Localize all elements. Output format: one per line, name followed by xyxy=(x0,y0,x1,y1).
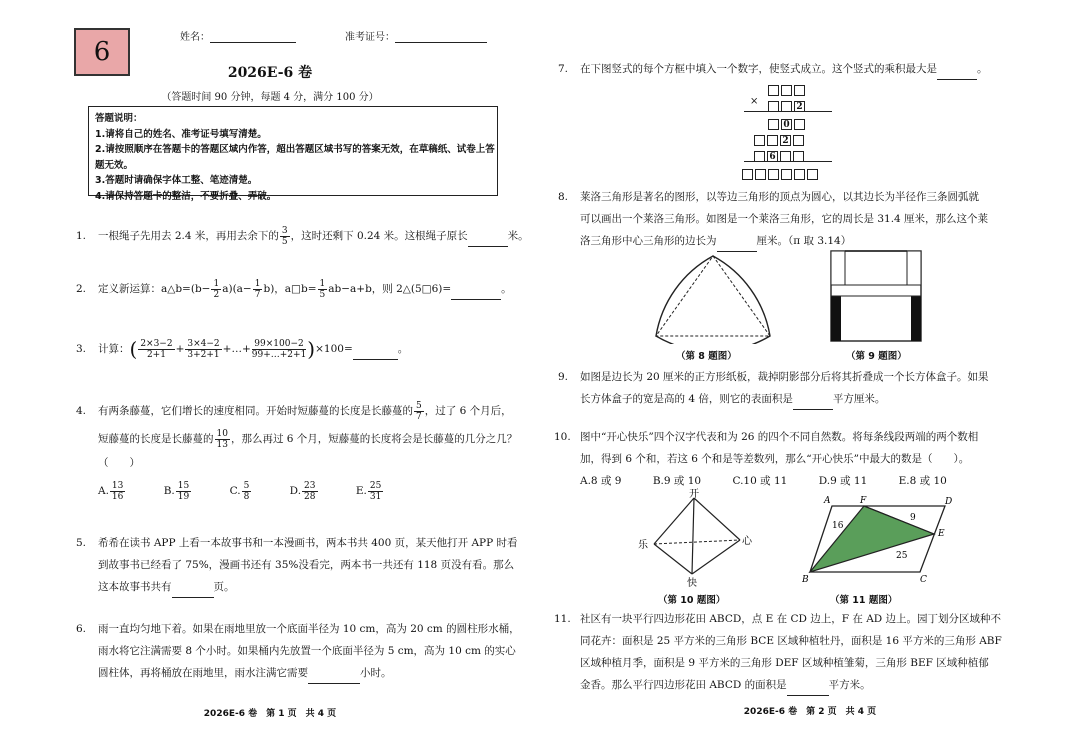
option-a: A.8 或 9 xyxy=(580,475,622,487)
instructions-box xyxy=(88,106,498,202)
question-3: 3. 计算：( $\frac{2\times 3-2}{2+1}$ + $\frac{3\times 4-2}{3+2+1}$ +…+ $\frac{99\times 100-2}{99+\dots+2+1}$ )×100= 。 xyxy=(76,337,409,361)
label-kuai: 快 xyxy=(687,578,697,588)
pyramid-figure xyxy=(632,488,762,588)
question-2: 2. 定义新运算：a△b=(b− $\frac{1}{2}$ a)(a− $\frac{1}{7}$ b)，a□b= $\frac{1}{5}$ ab−a+b，则 2△(5□6)= 。 xyxy=(76,278,512,300)
svg-text:A: A xyxy=(824,496,831,506)
paper-number-badge: 6 xyxy=(74,28,130,76)
question-8: 8. 莱洛三角形是著名的图形，以等边三角形的顶点为圆心，以其边长为半径作三条圆弧就 可以画出一个莱洛三角形。如图是一个莱洛三角形，它的周长是 31.4 厘米，那么这个莱 洛三角形中心三角形的边长为 厘米。（π 取 3.14） xyxy=(558,186,988,252)
svg-text:F: F xyxy=(860,496,867,506)
option-d: D. $\frac{23}{28}$ xyxy=(289,480,316,502)
option-c: C. $\frac{5}{8}$ xyxy=(229,480,250,502)
id-field xyxy=(345,28,487,43)
options-row xyxy=(76,480,517,502)
svg-text:B: B xyxy=(802,575,809,585)
instructions-heading: 答题说明： xyxy=(95,113,143,124)
question-6: 6. 雨一直均匀地下着。如果在雨地里放一个底面半径为 10 cm，高为 20 cm 的圆柱形水桶， 雨水将它注满需要 8 个小时。如果桶内先放置一个底面半径为 5 cm，高为 10 cm 的实心 圆柱体，再将桶放在雨地里，雨水注满它需要 小时。 xyxy=(76,618,520,684)
option-e: E.8 或 10 xyxy=(898,475,947,487)
question-9: 9. 如图是边长为 20 厘米的正方形纸板，裁掉阴影部分后将其折叠成一个长方体盒子。如果 长方体盒子的宽是高的 4 倍，则它的表面积是 平方厘米。 xyxy=(558,366,989,410)
label-kai: 开 xyxy=(689,489,699,500)
name-field xyxy=(180,28,296,43)
multiplication-puzzle: × 2 0 2 6 xyxy=(742,80,837,180)
reuleaux-triangle-figure xyxy=(648,252,778,344)
svg-text:E: E xyxy=(938,529,945,539)
exam-title: 2026E-6 卷 xyxy=(227,65,313,81)
instruction-item: 2.请按照顺序在答题卡的答题区域内作答，超出答题区域书写的答案无效，在草稿纸、试卷上答 xyxy=(95,144,495,155)
instruction-item: 3.答题时请确保字体工整、笔迹清楚。 xyxy=(95,175,258,186)
figure-8-caption: （第 8 题图） xyxy=(676,351,737,362)
question-4: 4. 有两条藤蔓，它们增长的速度相同。开始时短藤蔓的长度是长藤蔓的 $\frac{5}{7}$ ，过了 6 个月后， 短藤蔓的长度是长藤蔓的 $\frac{10}{13}$ ，那么再过 6 个月，短藤蔓的长度将会是长藤蔓的几分之几？ （ ） A. $\frac{13}{16}$ B. $\frac{15}{19}$ C. $\frac{5}{8}$ D. $\frac{23}{28}$ E. $\frac{25}{31}$ xyxy=(76,400,518,502)
box-net-figure xyxy=(830,250,922,344)
option-a: A. $\frac{13}{16}$ xyxy=(98,480,124,502)
question-10: 10. 图中“开心快乐”四个汉字代表和为 26 的四个不同自然数。将每条线段两端的两个数相 加，得到 6 个和，若这 6 个和是等差数列，那么“开心快乐”中最大的数是（ ）。 A.8 或 9 B.9 或 10 C.10 或 11 D.9 或 11 E.8 或 10 xyxy=(554,426,978,492)
right-page xyxy=(540,0,1080,750)
figure-9-caption: （第 9 题图） xyxy=(846,351,907,362)
instruction-item: 题无效。 xyxy=(95,159,134,171)
instruction-item: 1.请将自己的姓名、准考证号填写清楚。 xyxy=(95,128,267,140)
label-xin: 心 xyxy=(742,536,752,547)
option-b: B. $\frac{15}{19}$ xyxy=(163,480,190,502)
question-7: 7. 在下图竖式的每个方框中填入一个数字，使竖式成立。这个竖式的乘积最大是 。 xyxy=(558,58,988,80)
id-label: 准考证号： xyxy=(345,32,395,43)
answer-paren: （ ） xyxy=(98,457,140,469)
label-le: 乐 xyxy=(638,540,648,551)
svg-text:9: 9 xyxy=(910,513,916,523)
option-d: D.9 或 11 xyxy=(818,475,868,487)
svg-text:16: 16 xyxy=(832,521,844,531)
question-1: 1. 一根绳子先用去 2.4 米，再用去余下的 $\frac{3}{5}$ ，这时还剩下 0.24 米。这根绳子原长 米。 xyxy=(76,225,529,247)
svg-text:D: D xyxy=(945,497,952,507)
option-e: E. $\frac{25}{31}$ xyxy=(355,480,382,502)
exam-subtitle: （答题时间 90 分钟，每题 4 分，满分 100 分） xyxy=(161,92,379,103)
question-5: 5. 希希在读书 APP 上看一本故事书和一本漫画书，两本书共 400 页，某天他打开 APP 时看 到故事书已经看了 75%，漫画书还有 35%没看完，两本书一共还有 118 页没有看。那么 这本故事书共有 页。 xyxy=(76,532,518,598)
option-b: B.9 或 10 xyxy=(652,475,702,487)
page-footer: 2026E-6 卷 第 2 页 共 4 页 xyxy=(743,707,877,717)
svg-text:25: 25 xyxy=(896,551,908,561)
name-label: 姓名： xyxy=(180,32,210,43)
q10-options xyxy=(554,470,978,492)
parallelogram-figure xyxy=(802,494,952,586)
figure-11-caption: （第 11 题图） xyxy=(830,595,898,606)
option-c: C.10 或 11 xyxy=(732,475,788,487)
figure-10-caption: （第 10 题图） xyxy=(658,595,726,606)
question-11: 11. 社区有一块平行四边形花田 ABCD，点 E 在 CD 边上，F 在 AD 边上。园丁划分区域种不 同花卉：面积是 25 平方米的三角形 BCE 区域种植牡丹，面积是 16 平方米的三角形 ABF 区域种植月季，面积是 9 平方米的三角形 DEF 区域种植雏菊，三角形 BEF 区域种植郁 金香。那么平行四边形花田 ABCD 的面积是 平方米。 xyxy=(554,608,1002,696)
svg-text:C: C xyxy=(920,575,927,585)
instruction-item: 4.请保持答题卡的整洁，不要折叠、弄破。 xyxy=(95,190,277,202)
page-footer: 2026E-6 卷 第 1 页 共 4 页 xyxy=(203,709,337,719)
